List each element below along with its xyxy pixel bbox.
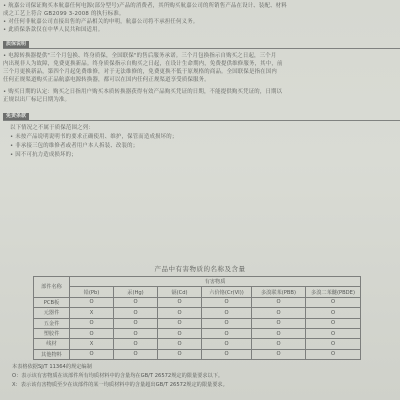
section-divider [3, 120, 400, 121]
table-cell: O [306, 297, 361, 307]
table-cell: O [158, 328, 202, 338]
table-cell: O [114, 328, 158, 338]
disclaimer-line: 以下情况之不属于质保范围之列： [10, 125, 94, 131]
column-header: 镉(Cd) [158, 287, 202, 297]
column-header: 汞(Hg) [114, 287, 158, 297]
table-cell: O [158, 318, 202, 328]
row-part: 五金件 [34, 318, 70, 328]
table-cell: O [70, 297, 114, 307]
row-part: 线材 [34, 339, 70, 349]
table-cell: O [114, 308, 158, 318]
disclaimer-line: • 未按产品说明说明书的要求正确使用、维护，保管而造成损坏的； [10, 134, 178, 140]
table-cell: O [202, 339, 252, 349]
row-part: 其他物料 [34, 349, 70, 359]
table-row [34, 349, 361, 359]
table-cell: O [306, 349, 361, 359]
table-cell: O [158, 339, 202, 349]
section-title-disclaimer: 免责条款 [3, 113, 29, 120]
table-cell: X [70, 308, 114, 318]
table-row [34, 328, 361, 338]
hazardous-substance-table [33, 276, 361, 360]
warranty-line: 内出现非人为故障，免费更换新品。终身质保指示自购买之日起，在设计生命期内，免费提供维修服务，其中，前 [3, 61, 283, 67]
table-cell: O [306, 318, 361, 328]
table-cell: O [202, 297, 252, 307]
table-header-row [34, 277, 361, 287]
table-cell: O [114, 349, 158, 359]
table-cell: O [252, 308, 306, 318]
row-part: PCB板 [34, 297, 70, 307]
intro-line: • 对任何非航嘉公司直接出售的产品相关的申明，航嘉公司将不承担任何义务。 [3, 19, 199, 25]
section-title-warranty: 质保说明 [3, 41, 29, 48]
column-header: 六价铬(Cr(VI)) [202, 287, 252, 297]
intro-line: 成之工艺上符合 GB2099 3-2008 的执行标准。 [3, 11, 125, 17]
table-cell: O [306, 339, 361, 349]
table-cell: O [306, 328, 361, 338]
row-part: 塑胶件 [34, 328, 70, 338]
table-row [34, 318, 361, 328]
row-part: 元器件 [34, 308, 70, 318]
table-cell: O [158, 308, 202, 318]
table-cell: X [70, 339, 114, 349]
warranty-line: 任何正规渠道购买正品航嘉电源转换器，都可以在国内任何正规渠道享受质保服务。 [3, 77, 210, 83]
header-part: 部件名称 [34, 277, 70, 298]
table-note: 本表格依据SJ/T 11364的规定编制 [12, 364, 92, 370]
table-subheader-row [34, 287, 361, 297]
table-cell: O [114, 318, 158, 328]
column-header: 多溴二苯醚(PBDE) [306, 287, 361, 297]
table-row [34, 297, 361, 307]
column-header: 铅(Pb) [70, 287, 114, 297]
table-cell: O [70, 349, 114, 359]
table-note: O：表示该有害物质在该部件所有均质材料中的含量均在GB/T 26572规定的限量要求以下。 [12, 373, 224, 379]
section-divider [3, 48, 400, 49]
table-cell: O [202, 349, 252, 359]
table-cell: O [158, 349, 202, 359]
table-cell: O [306, 308, 361, 318]
table-cell: O [252, 297, 306, 307]
warranty-line: 正规以出厂标记日期为准。 [3, 97, 71, 103]
intro-line: • 此质保条款仅在中华人民共和国适用。 [3, 27, 104, 33]
table-cell: O [252, 328, 306, 338]
table-cell: O [252, 349, 306, 359]
warranty-line: 三个月更换新品，第四个月起免费维修，对于无法维修的，免费更换不低于原规格的商品。全国联保是指在国内 [3, 69, 277, 75]
table-cell: O [202, 308, 252, 318]
header-group: 有害物质 [70, 277, 361, 287]
table-cell: O [202, 328, 252, 338]
table-cell: O [252, 318, 306, 328]
disclaimer-line: • 非承接三包的维修者或者用户本人拆装、改装的； [10, 143, 139, 149]
table-cell: O [114, 297, 158, 307]
table-cell: O [158, 297, 202, 307]
warranty-line: • 购买日期的认定：购买之日指用户购买本质转换器获得有效产品购买凭证的日期，不能提供购买凭证的，日期以 [3, 89, 283, 95]
table-cell: O [70, 328, 114, 338]
table-row [34, 308, 361, 318]
table-cell: O [252, 339, 306, 349]
table-note: X：表示该有害物质至少在该部件的某一均质材料中的含量超出GB/T 26572规定的限量要求。 [12, 382, 228, 388]
table-title: 产品中有害物质的名称及含量 [154, 265, 246, 273]
disclaimer-line: • 因不可抗力造成损坏的； [10, 152, 77, 158]
intro-line: • 航嘉公司保证购买本航嘉任何电源(部分型号)产品的消费者，其所购买航嘉公司的所销售产品在设计、装配、材料 [3, 3, 287, 9]
table-cell: O [202, 318, 252, 328]
column-header: 多溴联苯(PBB) [252, 287, 306, 297]
table-row [34, 339, 361, 349]
table-cell: O [70, 318, 114, 328]
warranty-line: • 电源转换器提供"三个月包换、终身质保，全国联保"的售后服务承诺。三个月包换指示自购买之日起，三个月 [3, 53, 277, 59]
table-cell: O [114, 339, 158, 349]
